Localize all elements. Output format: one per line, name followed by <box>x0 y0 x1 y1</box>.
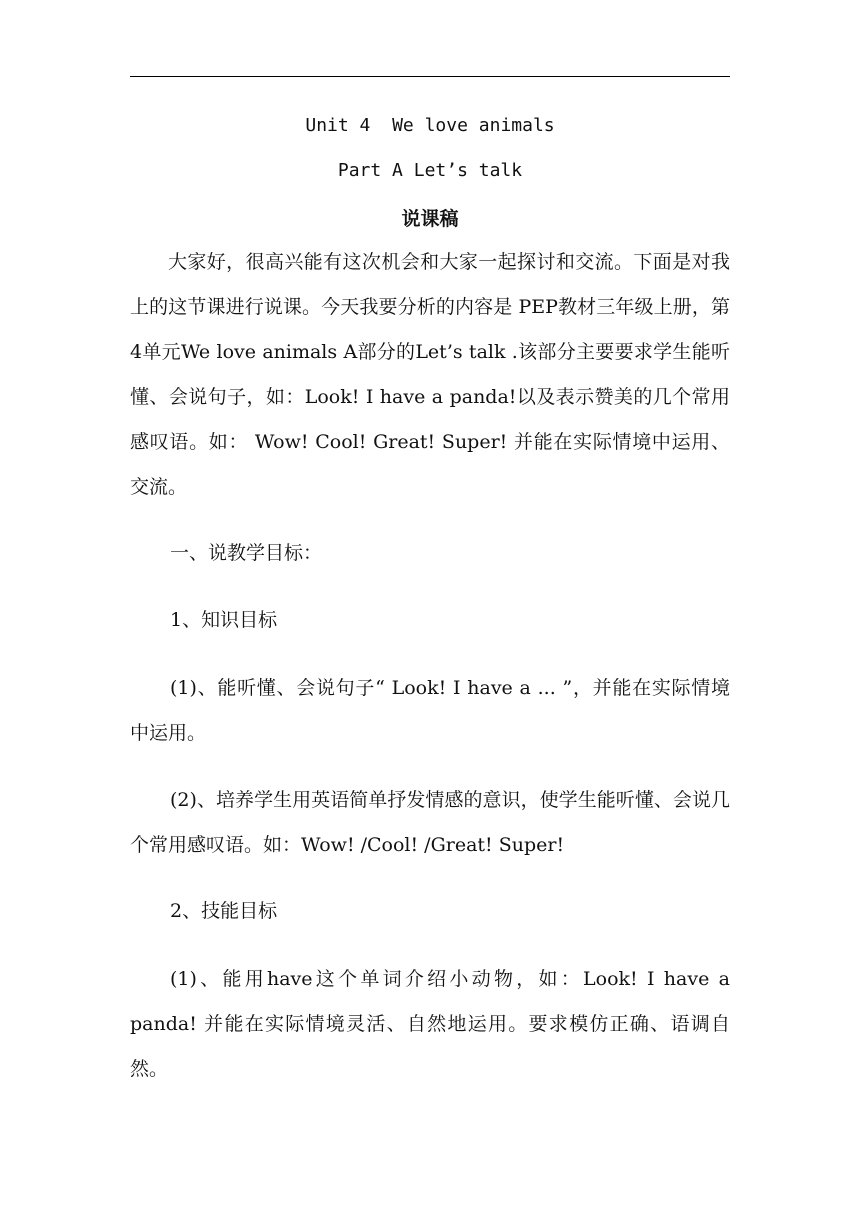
doc-type-title: 说课稿 <box>401 208 459 230</box>
knowledge-item-1: (1)、能听懂、会说句子“ Look! I have a ... ”，并能在实际情境中运用。 <box>130 677 730 744</box>
part-title: Part A Let’s talk <box>337 160 523 181</box>
subsection-skill-goals: 2、技能目标 <box>170 900 278 922</box>
unit-title: Unit 4 We love animals <box>305 115 555 136</box>
subsection-knowledge-goals: 1、知识目标 <box>170 609 278 631</box>
intro-paragraph: 大家好，很高兴能有这次机会和大家一起探讨和交流。下面是对我上的这节课进行说课。今天我要分析的内容是 PEP教材三年级上册，第4单元We love animals A部分的Let’s talk .该部分主要要求学生能听懂、会说句子，如：Look! I have a panda!以及表示赞美的几个常用感叹语。如： Wow! Cool! Great! Super! 并能在实际情境中运用、交流。 <box>130 251 730 498</box>
section-teaching-goals: 一、说教学目标： <box>170 542 323 564</box>
header-rule <box>130 76 730 77</box>
skill-item-1: (1)、能用have这个单词介绍小动物，如：Look! I have a panda! 并能在实际情境灵活、自然地运用。要求模仿正确、语调自然。 <box>130 968 730 1080</box>
knowledge-item-2: (2)、培养学生用英语简单抒发情感的意识，使学生能听懂、会说几个常用感叹语。如：Wow! /Cool! /Great! Super! <box>130 789 730 856</box>
